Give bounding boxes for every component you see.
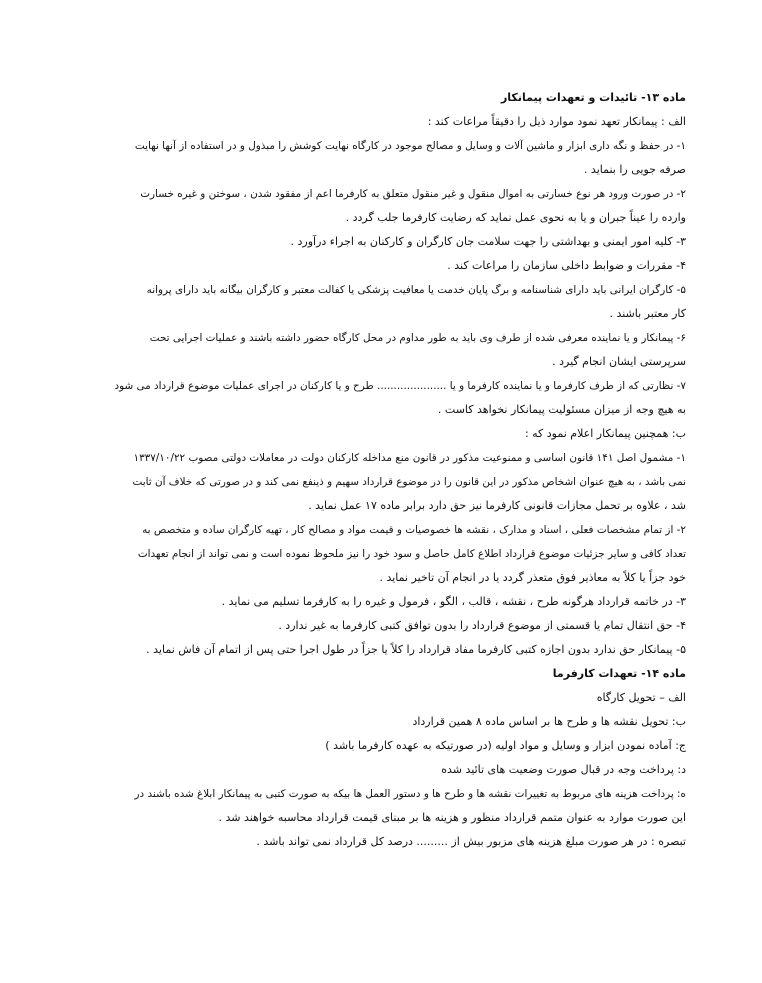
clause-line: وارده را عیناً جبران و یا به نحوی عمل نماید که رضایت کارفرما جلب گردد . [345, 211, 686, 224]
clause-line: ۱- در حفظ و نگه داری ابزار و ماشین آلات و وسایل و مصالح موجود در کارگاه نهایت کوشش را مبذول و در استفاده از آنها نهایت [134, 140, 686, 152]
clause-line: تعداد کافی و سایر جزئیات موضوع قرارداد اطلاع کامل حاصل و سود خود را نیز ملحوظ نموده است و نمی تواند از انجام تعهدات [137, 548, 686, 560]
clause-line: ۳- کلیه امور ایمنی و بهداشتی را جهت سلامت جان کارگران و کارکنان به اجراء درآورد . [290, 235, 686, 248]
clause-line: ه: پرداخت هزینه های مربوط به تغییرات نقشه ها و طرح ها و دستور العمل ها بیکه به صورت کتبی به پیمانکار ابلاغ شده باشند در [134, 788, 686, 800]
clause-line: کار معتبر باشند . [609, 307, 686, 320]
clause-line: صرفه جویی را بنماید . [583, 163, 686, 176]
clause-line: ۶- پیمانکار و یا نماینده معرفی شده از طرف وی باید به طور مداوم در محل کارگاه حضور داشته باشند و عملیات اجرایی تحت [149, 332, 686, 344]
clause-line: نمی باشد ، به هیچ عنوان اشخاص مذکور در این قانون را در موضوع قرارداد سهیم و ذینفع نمی کند و در صورتی که خلاف آن ثابت [132, 476, 686, 488]
clause-line: ۴- حق انتقال تمام یا قسمتی از موضوع قرارداد را بدون توافق کتبی کارفرما به غیر ندارد . [278, 619, 686, 632]
clause-line: این صورت موارد به عنوان متمم قرارداد منظور و هزینه ها بر مبنای قیمت قرارداد محاسبه خواهند شد . [218, 811, 686, 824]
clause-line: ۵- پیمانکار حق ندارد بدون اجازه کتبی کارفرما مفاد قرارداد را کلاً یا جزاً در طول اجرا حتی پس از اتمام آن فاش نماید . [146, 643, 686, 656]
clause-line: ۳- در خاتمه قرارداد هرگونه طرح ، نقشه ، قالب ، الگو ، فرمول و غیره را به کارفرما تسلیم می نماید . [221, 595, 686, 608]
article-14-heading: ماده ۱۴- تعهدات کارفرما [552, 667, 686, 680]
contract-page [82, 86, 686, 854]
clause-line: خود جزاً یا کلاً به معاذیر فوق متعذر گردد یا در انجام آن تاخیر نماید . [379, 571, 686, 584]
clause-line: ۲- از تمام مشخصات فعلی ، اسناد و مدارک ، نقشه ها خصوصیات و قیمت مواد و مصالح کار ، تهیه کارگران ساده و متخصص به [142, 524, 686, 536]
clause-line: د: پرداخت وجه در قبال صورت وضعیت های تائید شده [441, 763, 686, 776]
clause-alef-intro: الف : پیمانکار تعهد نمود موارد ذیل را دقیقاً مراعات کند : [427, 115, 686, 128]
clause-line: الف – تحویل کارگاه [596, 691, 686, 704]
article-13-heading: ماده ۱۳- تائیدات و تعهدات پیمانکار [500, 91, 686, 104]
clause-line: ب: تحویل نقشه ها و طرح ها بر اساس ماده ۸ همین قرارداد [412, 715, 686, 728]
clause-line: ۴- مقررات و ضوابط داخلی سازمان را مراعات کند . [447, 259, 686, 272]
clause-line: به هیچ وجه از میزان مسئولیت پیمانکار نخواهد کاست . [437, 403, 686, 416]
clause-line: سرپرستی ایشان انجام گیرد . [552, 355, 686, 368]
note-line: تبصره : در هر صورت مبلغ هزینه های مزبور بیش از ......... درصد کل قرارداد نمی تواند باشد . [256, 835, 686, 848]
clause-line: ۵- کارگران ایرانی باید دارای شناسنامه و برگ پایان خدمت یا معافیت پزشکی یا کفالت معتبر و کارگران بیگانه باید دارای پروانه [146, 284, 686, 296]
clause-line: ۱- مشمول اصل ۱۴۱ قانون اساسی و ممنوعیت مذکور در قانون منع مداخله کارکنان دولت در معاملات دولتی مصوب ۱۳۳۷/۱۰/۲۲ [133, 452, 686, 464]
clause-line: ۷- نظارتی که از طرف کارفرما و یا نماینده کارفرما و یا ..................... طرح و یا کارکنان در اجرای عملیات موضوع قرارداد می شود [114, 380, 686, 392]
clause-line: ج: آماده نمودن ابزار و وسایل و مواد اولیه (در صورتیکه به عهده کارفرما باشد ) [325, 739, 686, 752]
clause-be-intro: ب: همچنین پیمانکار اعلام نمود که : [524, 427, 686, 440]
clause-line: ۲- در صورت ورود هر نوع خسارتی به اموال منقول و غیر منقول متعلق به کارفرما اعم از مفقود شدن ، سوختن و غیره خسارت [140, 188, 686, 200]
clause-line: شد ، علاوه بر تحمل مجازات قانونی کارفرما نیز حق دارد برابر ماده ۱۷ عمل نماید . [308, 499, 686, 512]
